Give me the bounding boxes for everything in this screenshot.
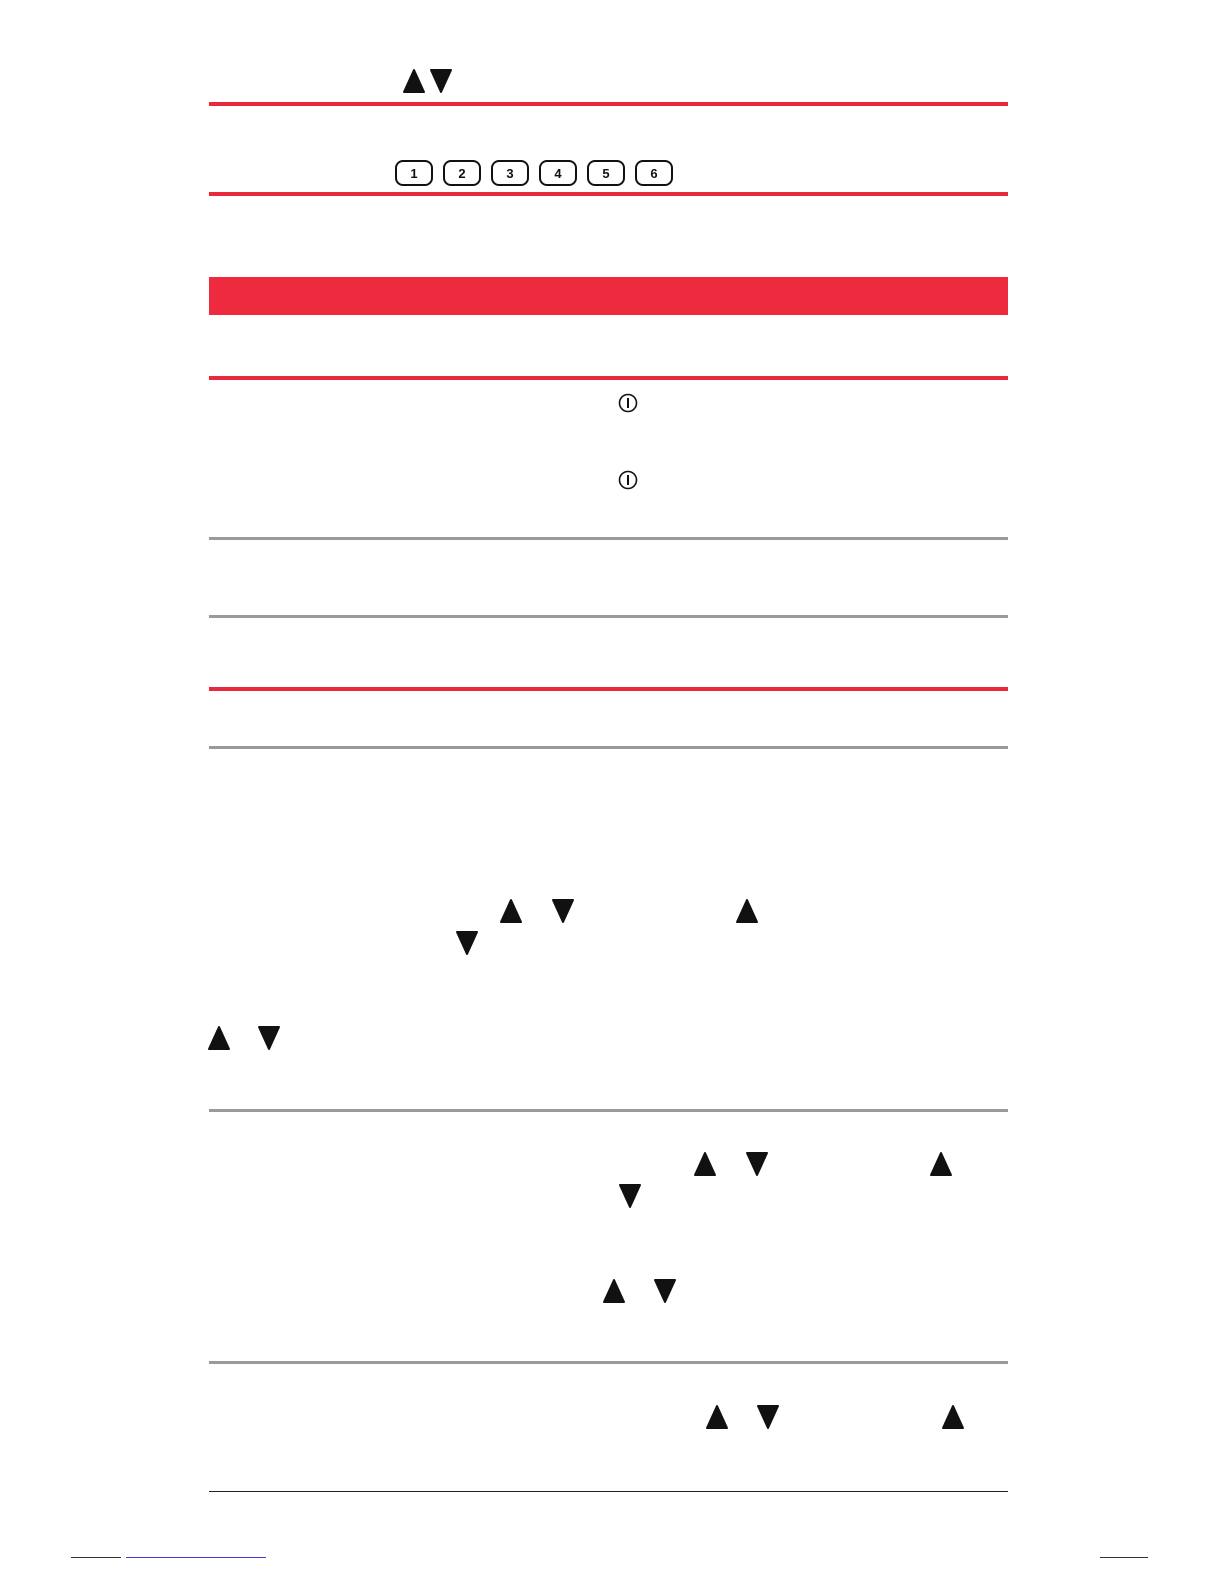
up-triangle-icon bbox=[402, 68, 426, 94]
footer-rule bbox=[1100, 1557, 1148, 1558]
down-triangle-icon bbox=[257, 1025, 281, 1051]
up-triangle-icon bbox=[693, 1151, 717, 1177]
preset-key-row bbox=[395, 160, 673, 185]
up-triangle-icon bbox=[499, 898, 523, 924]
section-divider bbox=[209, 102, 1008, 106]
section-divider bbox=[209, 376, 1008, 380]
row-divider bbox=[209, 1109, 1008, 1112]
down-triangle-icon bbox=[455, 930, 479, 956]
section-divider bbox=[209, 192, 1008, 196]
preset-key-4: 4 bbox=[539, 160, 577, 186]
up-triangle-icon bbox=[735, 898, 759, 924]
footer-link-underline bbox=[126, 1557, 266, 1558]
up-triangle-icon bbox=[602, 1278, 626, 1304]
down-triangle-icon bbox=[653, 1278, 677, 1304]
row-divider bbox=[209, 615, 1008, 618]
down-triangle-icon bbox=[745, 1151, 769, 1177]
preset-key-3: 3 bbox=[491, 160, 529, 186]
footer-rule bbox=[71, 1557, 121, 1558]
up-triangle-icon bbox=[929, 1151, 953, 1177]
row-divider bbox=[209, 1361, 1008, 1364]
up-triangle-icon bbox=[207, 1025, 231, 1051]
page-bottom-rule bbox=[209, 1491, 1008, 1492]
down-triangle-icon bbox=[551, 898, 575, 924]
row-divider bbox=[209, 746, 1008, 749]
down-triangle-icon bbox=[756, 1404, 780, 1430]
down-triangle-icon bbox=[429, 68, 453, 94]
preset-key-2: 2 bbox=[443, 160, 481, 186]
section-header-band bbox=[209, 277, 1008, 315]
up-triangle-icon bbox=[941, 1404, 965, 1430]
preset-key-1: 1 bbox=[395, 160, 433, 186]
preset-key-5: 5 bbox=[587, 160, 625, 186]
power-button-icon bbox=[618, 393, 638, 413]
down-triangle-icon bbox=[618, 1183, 642, 1209]
preset-key-6: 6 bbox=[635, 160, 673, 186]
row-divider bbox=[209, 537, 1008, 540]
section-divider bbox=[209, 687, 1008, 691]
up-triangle-icon bbox=[705, 1404, 729, 1430]
power-button-icon bbox=[618, 470, 638, 490]
